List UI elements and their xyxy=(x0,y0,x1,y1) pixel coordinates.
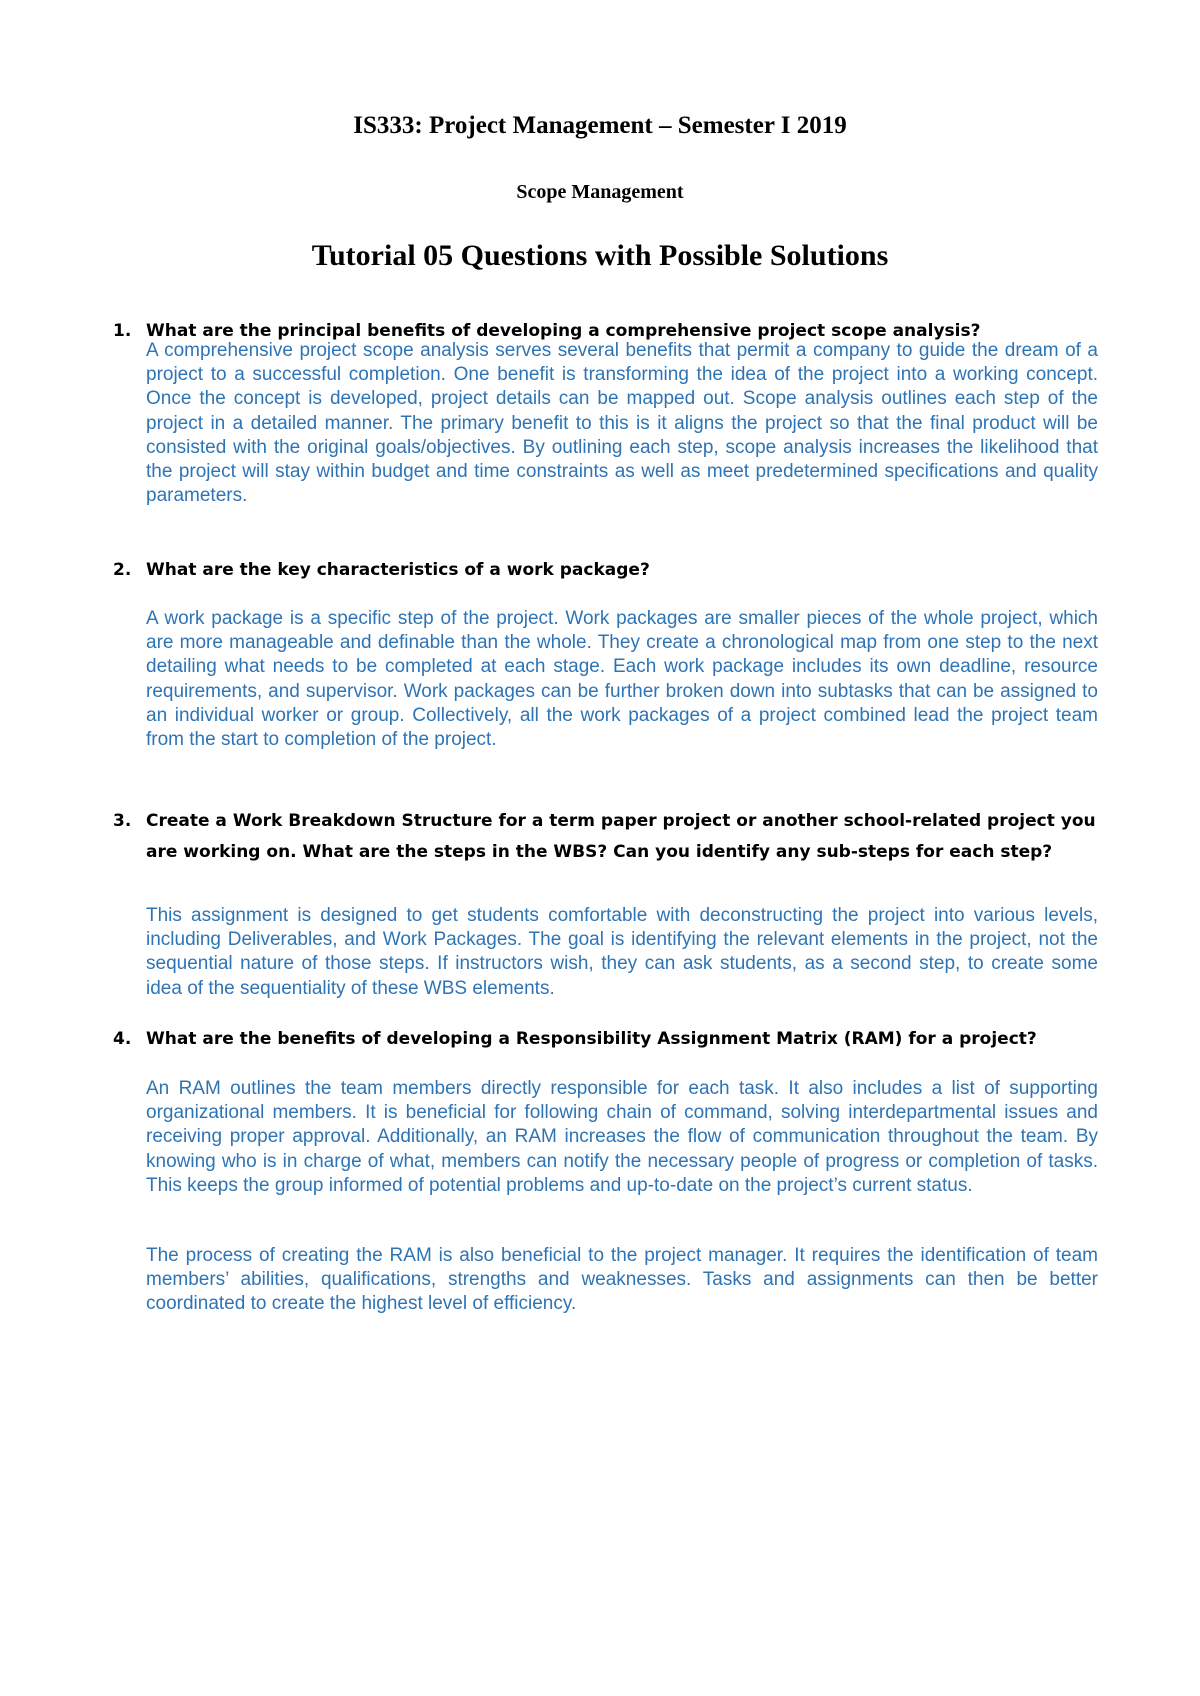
answer-4-paragraph-1: An RAM outlines the team members directly responsible for each task. It also includes a list of supporting organizational members. It is beneficial for following chain of command, solving interdepartmental issues and receiving proper approval. Additionally, an RAM increases the flow of communication throughout the team. By knowing who is in charge of what, members can notify the necessary people of progress or completion of tasks. This keeps the group informed of potential problems and up-to-date on the project’s current status. xyxy=(146,1078,1098,1196)
section-subtitle: Scope Management xyxy=(516,181,684,203)
question-text: What are the benefits of developing a Responsibility Assignment Matrix (RAM) for a project? xyxy=(146,1029,1037,1049)
question-3 xyxy=(113,806,1103,868)
course-title: IS333: Project Management – Semester I 2019 xyxy=(353,112,847,139)
question-number: 4. xyxy=(113,1029,132,1049)
answer-1: A comprehensive project scope analysis serves several benefits that permit a company to guide the dream of a project to a successful completion. One benefit is transforming the idea of the project into a working concept. Once the concept is developed, project details can be mapped out. Scope analysis outlines each step of the project in a detailed manner. The primary benefit to this is it aligns the project so that the final product will be consisted with the original goals/objectives. By outlining each step, scope analysis increases the likelihood that the project will stay within budget and time constraints as well as meet predetermined specifications and quality parameters. xyxy=(146,340,1098,507)
answer-4-paragraph-2: The process of creating the RAM is also beneficial to the project manager. It requires the identification of team members’ abilities, qualifications, strengths and weaknesses. Tasks and assignments can then be better coordinated to create the highest level of efficiency. xyxy=(146,1245,1098,1315)
question-2 xyxy=(113,555,1103,586)
answer-2: A work package is a specific step of the project. Work packages are smaller pieces of the whole project, which are more manageable and definable than the whole. They create a chronological map from one step to the next detailing what needs to be completed at each stage. Each work package includes its own deadline, resource requirements, and supervisor. Work packages can be further broken down into subtasks that can be assigned to an individual worker or group. Collectively, all the work packages of a project combined lead the project team from the start to completion of the project. xyxy=(146,608,1098,751)
answer-3: This assignment is designed to get students comfortable with deconstructing the project into various levels, including Deliverables, and Work Packages. The goal is identifying the relevant elements in the project, not the sequential nature of those steps. If instructors wish, they can ask students, as a second step, to create some idea of the sequentiality of these WBS elements. xyxy=(146,905,1098,999)
question-number: 2. xyxy=(113,560,132,580)
question-text: Create a Work Breakdown Structure for a term paper project or another school-related project you are working on. What are the steps in the WBS? Can you identify any sub-steps for each step? xyxy=(146,811,1096,862)
question-number: 3. xyxy=(113,811,132,831)
question-text: What are the key characteristics of a work package? xyxy=(146,560,650,580)
tutorial-title: Tutorial 05 Questions with Possible Solutions xyxy=(311,239,889,272)
question-text: What are the principal benefits of developing a comprehensive project scope analysis? xyxy=(146,321,981,341)
question-number: 1. xyxy=(113,321,132,341)
question-4 xyxy=(113,1024,1103,1055)
